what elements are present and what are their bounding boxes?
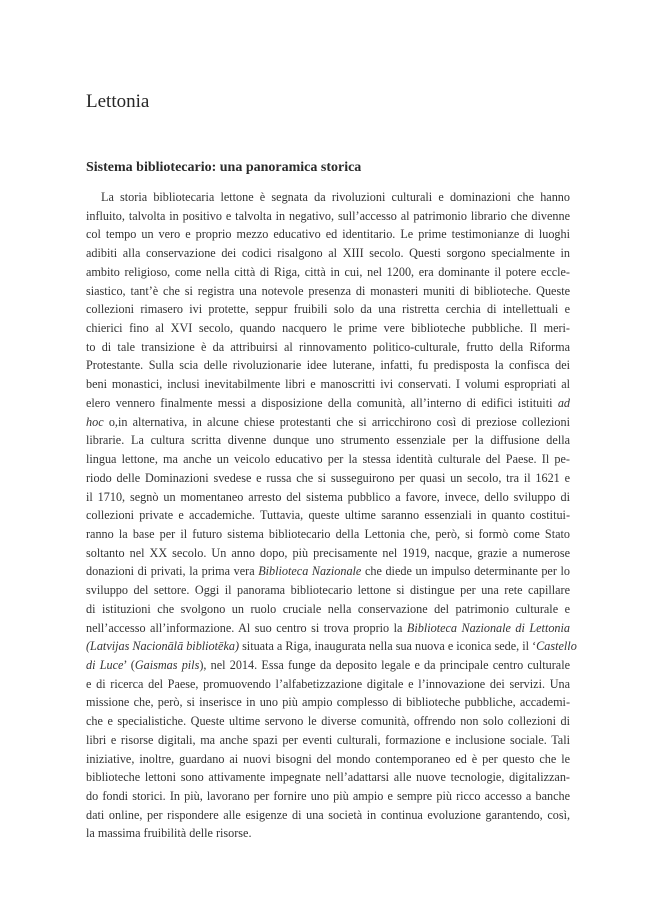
italic-text: ad [557,395,570,410]
text-line [86,824,570,843]
text-line [86,656,570,675]
text-run: dati online, per rispondere alle esigenze di una società in continua evoluzione garantendo, così, [86,807,570,822]
text-run: influito, talvolta in positivo e talvolta in negativo, sull’accesso al patrimonio librario che divenne [86,208,570,223]
text-line [86,488,570,507]
text-run: sviluppo del settore. Oggi il panorama bibliotecario lettone si distingue per una rete capillare [86,583,570,598]
text-line [86,637,577,656]
text-run: la massima fruibilità delle risorse. [86,826,252,841]
text-line [86,225,570,244]
text-run: libri e risorse digitali, ma anche spazi per eventi culturali, formazione e inclusione sociale. Tali [86,732,570,747]
text-line [86,600,570,619]
text-line [86,544,570,563]
text-run: che e specialistiche. Queste ultime servono le diverse comunità, offrendo non solo collezioni di [86,714,570,729]
text-run: Protestante. Sulla scia delle rivoluzionarie idee luterane, infatti, fu predisposta la confisca dei [86,358,570,373]
text-run: collezioni private e accademiche. Tuttavia, queste ultime saranno essenziali in quanto costitui- [86,508,570,523]
text-line [86,469,570,488]
text-line [86,768,570,787]
text-line [86,562,570,581]
text-line [86,413,570,432]
text-line [86,394,570,413]
text-run: e di ricerca del Paese, promuovendo l’alfabetizzazione digitale e l’innovazione dei servizi. Una [86,676,570,691]
italic-text: Castello [536,639,577,654]
text-line [86,282,570,301]
text-line [86,431,570,450]
text-line [86,712,570,731]
text-run: do fondi storici. In più, lavorano per fornire uno più ampio e sempre più ricco accesso a banche [86,789,570,803]
text-line [86,319,570,338]
text-run: col tempo un vero e proprio mezzo educativo ed identitario. Le prime testimonianze di luoghi [86,227,570,242]
text-run: La storia bibliotecaria lettone è segnata da rivoluzioni culturali e dominazioni che hanno [101,190,570,204]
text-run: nell’accesso all’informazione. Al suo centro si trova proprio la [86,620,407,635]
text-run: adibiti alla conservazione dei codici risalgono al XIII secolo. Questi sorgono specialmente in [86,246,570,261]
text-run: il 1710, segnò un momentaneo arresto del sistema pubblico a favore, invece, dello sviluppo di [86,489,570,504]
text-run: soltanto nel XX secolo. Un anno dopo, più precisamente nel 1919, nacque, grazie a numerose [86,545,570,560]
italic-text: hoc [86,414,104,429]
text-run: situata a Riga, inaugurata nella sua nuova e iconica sede, il ‘ [239,639,537,654]
text-line [86,356,570,375]
text-line [86,619,570,638]
text-line [86,787,570,806]
text-run: lingua lettone, ma anche un veicolo educativo per la stessa identità culturale del Paese. Il pe- [86,452,570,467]
text-run: missione che, però, si inserisce in uno più ampio complesso di biblioteche pubbliche, accademi- [86,695,570,710]
italic-text: di Luce [86,657,124,672]
body-paragraph [86,188,577,843]
section-title: Sistema bibliotecario: una panoramica storica [86,160,362,175]
text-run: di istituzioni che svolgono un ruolo cruciale nella conservazione del patrimonio culturale e [86,601,570,616]
text-run: che diede un impulso determinante per lo [361,564,570,579]
text-line [86,338,570,357]
italic-text: Biblioteca Nazionale di Lettonia [406,620,570,635]
text-line [86,506,570,525]
text-run: collezioni rimasero ivi protette, seppur fruibili solo da una ristretta cerchia di intellettuali e [86,302,570,317]
text-line [86,750,570,769]
text-line [86,675,570,694]
text-line [86,244,570,263]
text-run: ), nel 2014. Essa funge da deposito legale e da principale centro culturale [199,657,571,672]
text-line [86,207,570,226]
text-line [86,375,570,394]
text-run: librarie. La cultura scritta divenne dunque uno strumento essenziale per la diffusione della [86,433,570,448]
text-run: donazioni di privati, la prima vera [86,564,259,579]
text-run: riodo delle Dominazioni svedese e russa che si susseguirono per quasi un secolo, tra il 1621 e [86,470,570,485]
text-line [86,450,570,469]
text-line [86,525,570,544]
text-run: beni monastici, inclusi inevitabilmente libri e manoscritti ivi conservati. I volumi espropriati al [86,377,570,392]
italic-text: Biblioteca Nazionale [258,564,362,579]
text-line [86,581,570,600]
text-line [86,731,570,750]
text-line [86,300,570,319]
text-run: ranno la base per il futuro sistema bibliotecario della Lettonia che, però, si formò come Stato [86,526,570,541]
text-run: ambito religioso, come nella città di Riga, città in cui, nel 1200, era dominante il potere eccle- [86,264,570,279]
italic-text: Gaismas pils [134,657,200,672]
text-run: biblioteche lettoni sono attivamente impegnate nell’adattarsi alle nuove tecnologie, digitalizzan- [86,770,570,785]
text-run: iniziative, inoltre, guardano ai nuovi bisogni del mondo contemporaneo ed è per questo che le [86,751,570,766]
text-line [86,806,570,825]
text-run: elero vennero finalmente messi a disposizione della comunità, all’interno di edifici istituiti [86,395,558,410]
italic-text: (Latvijas Nacionālā bibliotēka) [86,639,240,654]
text-line [86,188,570,207]
text-run: ’ ( [123,657,135,672]
text-line [86,263,570,282]
text-run: siastico, tant’è che si registra una notevole presenza di monasteri muniti di biblioteche. Queste [86,283,570,298]
text-run: o,in alternativa, in alcune chiese protestanti che si arricchirono così di preziose collezioni [103,414,570,429]
chapter-title: Lettonia [86,91,150,112]
text-run: chierici fino al XVI secolo, quando nacquero le prime vere biblioteche pubbliche. Il meri- [86,321,570,336]
text-line [86,693,570,712]
text-run: to di tale transizione è da attribuirsi al rinnovamento politico-culturale, frutto della Riforma [86,339,570,354]
